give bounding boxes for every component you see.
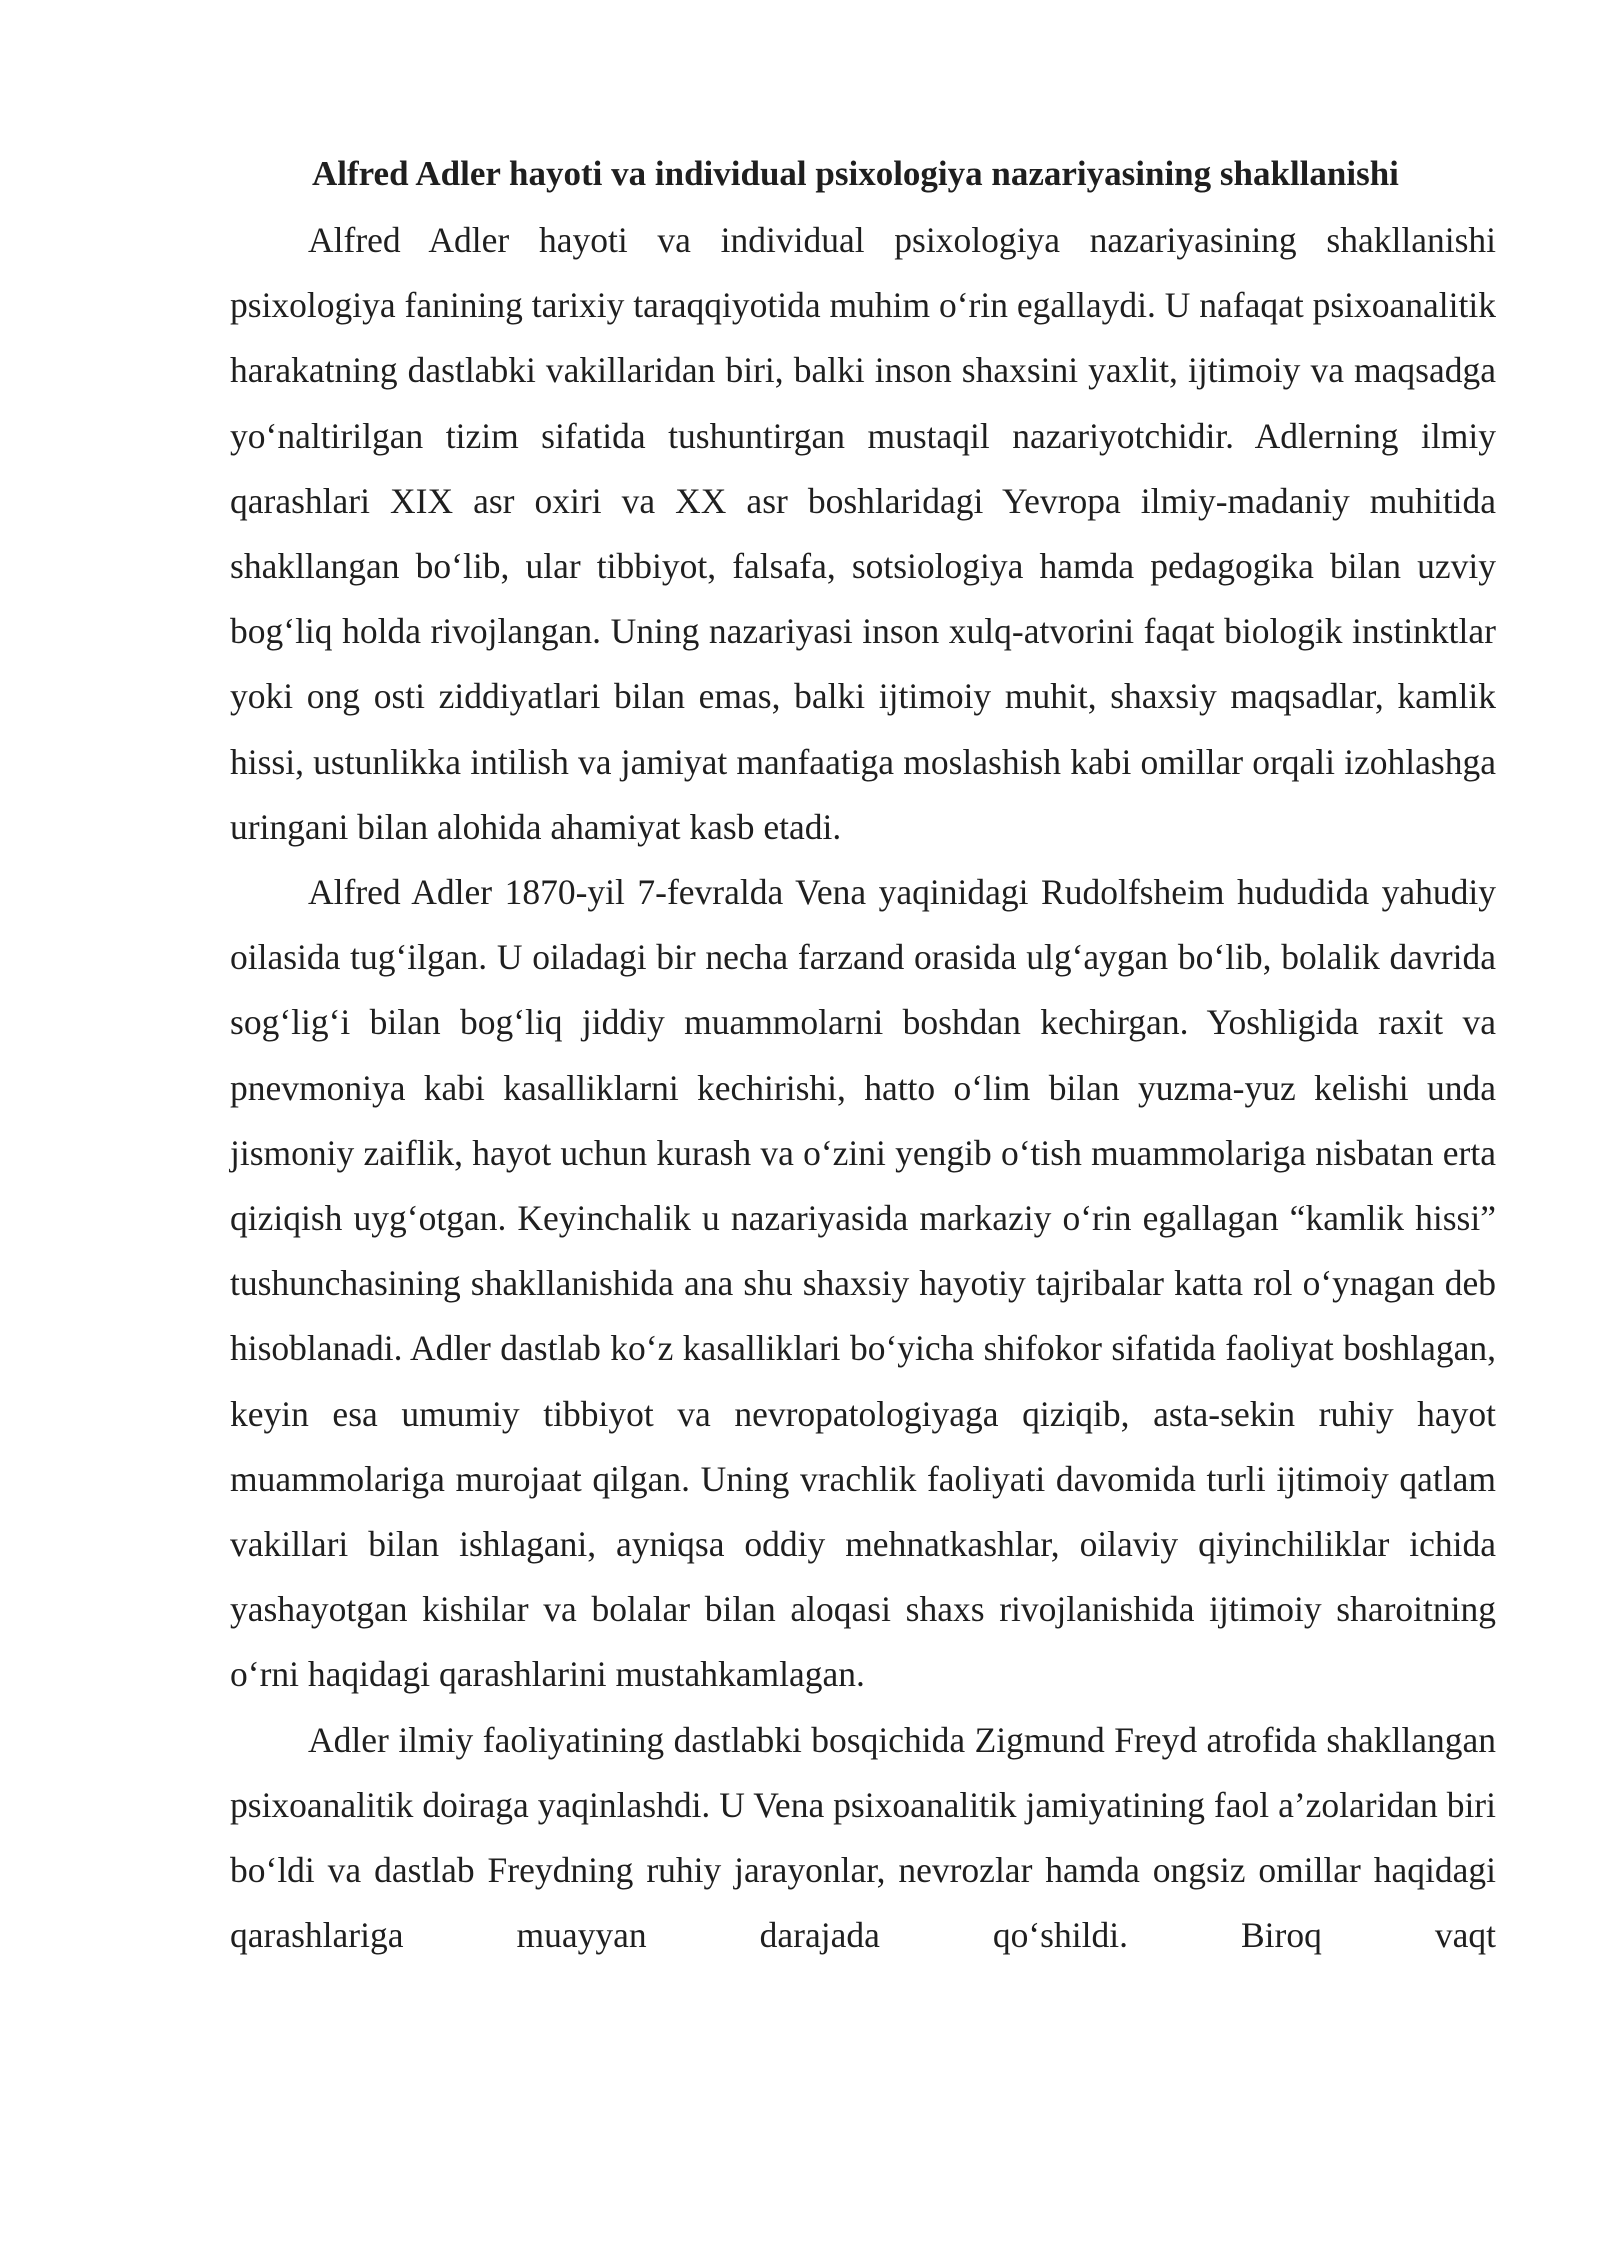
paragraph-freud: Adler ilmiy faoliyatining dastlabki bosqichida Zigmund Freyd atrofida shakllangan psixoanalitik doiraga yaqinlashdi. U Vena psixoanalitik jamiyatining faol a’zolaridan biri bo‘ldi va dastlab Freydning ruhiy jarayonlar, nevrozlar hamda ongsiz omillar haqidagi qarashlariga muayyan darajada qo‘shildi. Biroq vaqt (230, 1719, 1496, 1956)
document-page (230, 148, 1496, 1968)
paragraph-intro: Alfred Adler hayoti va individual psixologiya nazariyasining shakllanishi psixologiya fanining tarixiy taraqqiyotida muhim o‘rin egallaydi. U nafaqat psixoanalitik harakatning dastlabki vakillaridan biri, balki inson shaxsini yaxlit, ijtimoiy va maqsadga yo‘naltirilgan tizim sifatida tushuntirgan mustaqil nazariyotchidir. Adlerning ilmiy qarashlari XIX asr oxiri va XX asr boshlaridagi Yevropa ilmiy-madaniy muhitida shakllangan bo‘lib, ular tibbiyot, falsafa, sotsiologiya hamda pedagogika bilan uzviy bog‘liq holda rivojlangan. Uning nazariyasi inson xulq-atvorini faqat biologik instinktlar yoki ong osti ziddiyatlari bilan emas, balki ijtimoiy muhit, shaxsiy maqsadlar, kamlik hissi, ustunlikka intilish va jamiyat manfaatiga moslashish kabi omillar orqali izohlashga uringani bilan alohida ahamiyat kasb etadi. (230, 220, 1496, 847)
document-title: Alfred Adler hayoti va individual psixologiya nazariyasining shakllanishi (312, 154, 1399, 193)
paragraph-biography: Alfred Adler 1870-yil 7-fevralda Vena yaqinidagi Rudolfsheim hududida yahudiy oilasida tug‘ilgan. U oiladagi bir necha farzand orasida ulg‘aygan bo‘lib, bolalik davrida sog‘lig‘i bilan bog‘liq jiddiy muammolarni boshdan kechirgan. Yoshligida raxit va pnevmoniya kabi kasalliklarni kechirishi, hatto o‘lim bilan yuzma-yuz kelishi unda jismoniy zaiflik, hayot uchun kurash va o‘zini yengib o‘tish muammolariga nisbatan erta qiziqish uyg‘otgan. Keyinchalik u nazariyasida markaziy o‘rin egallagan “kamlik hissi” tushunchasining shakllanishida ana shu shaxsiy hayotiy tajribalar katta rol o‘ynagan deb hisoblanadi. Adler dastlab ko‘z kasalliklari bo‘yicha shifokor sifatida faoliyat boshlagan, keyin esa umumiy tibbiyot va nevropatologiyaga qiziqib, asta-sekin ruhiy hayot muammolariga murojaat qilgan. Uning vrachlik faoliyati davomida turli ijtimoiy qatlam vakillari bilan ishlagani, ayniqsa oddiy mehnatkashlar, oilaviy qiyinchiliklar ichida yashayotgan kishilar va bolalar bilan aloqasi shaxs rivojlanishida ijtimoiy sharoitning o‘rni haqidagi qarashlarini mustahkamlagan. (230, 872, 1496, 1695)
